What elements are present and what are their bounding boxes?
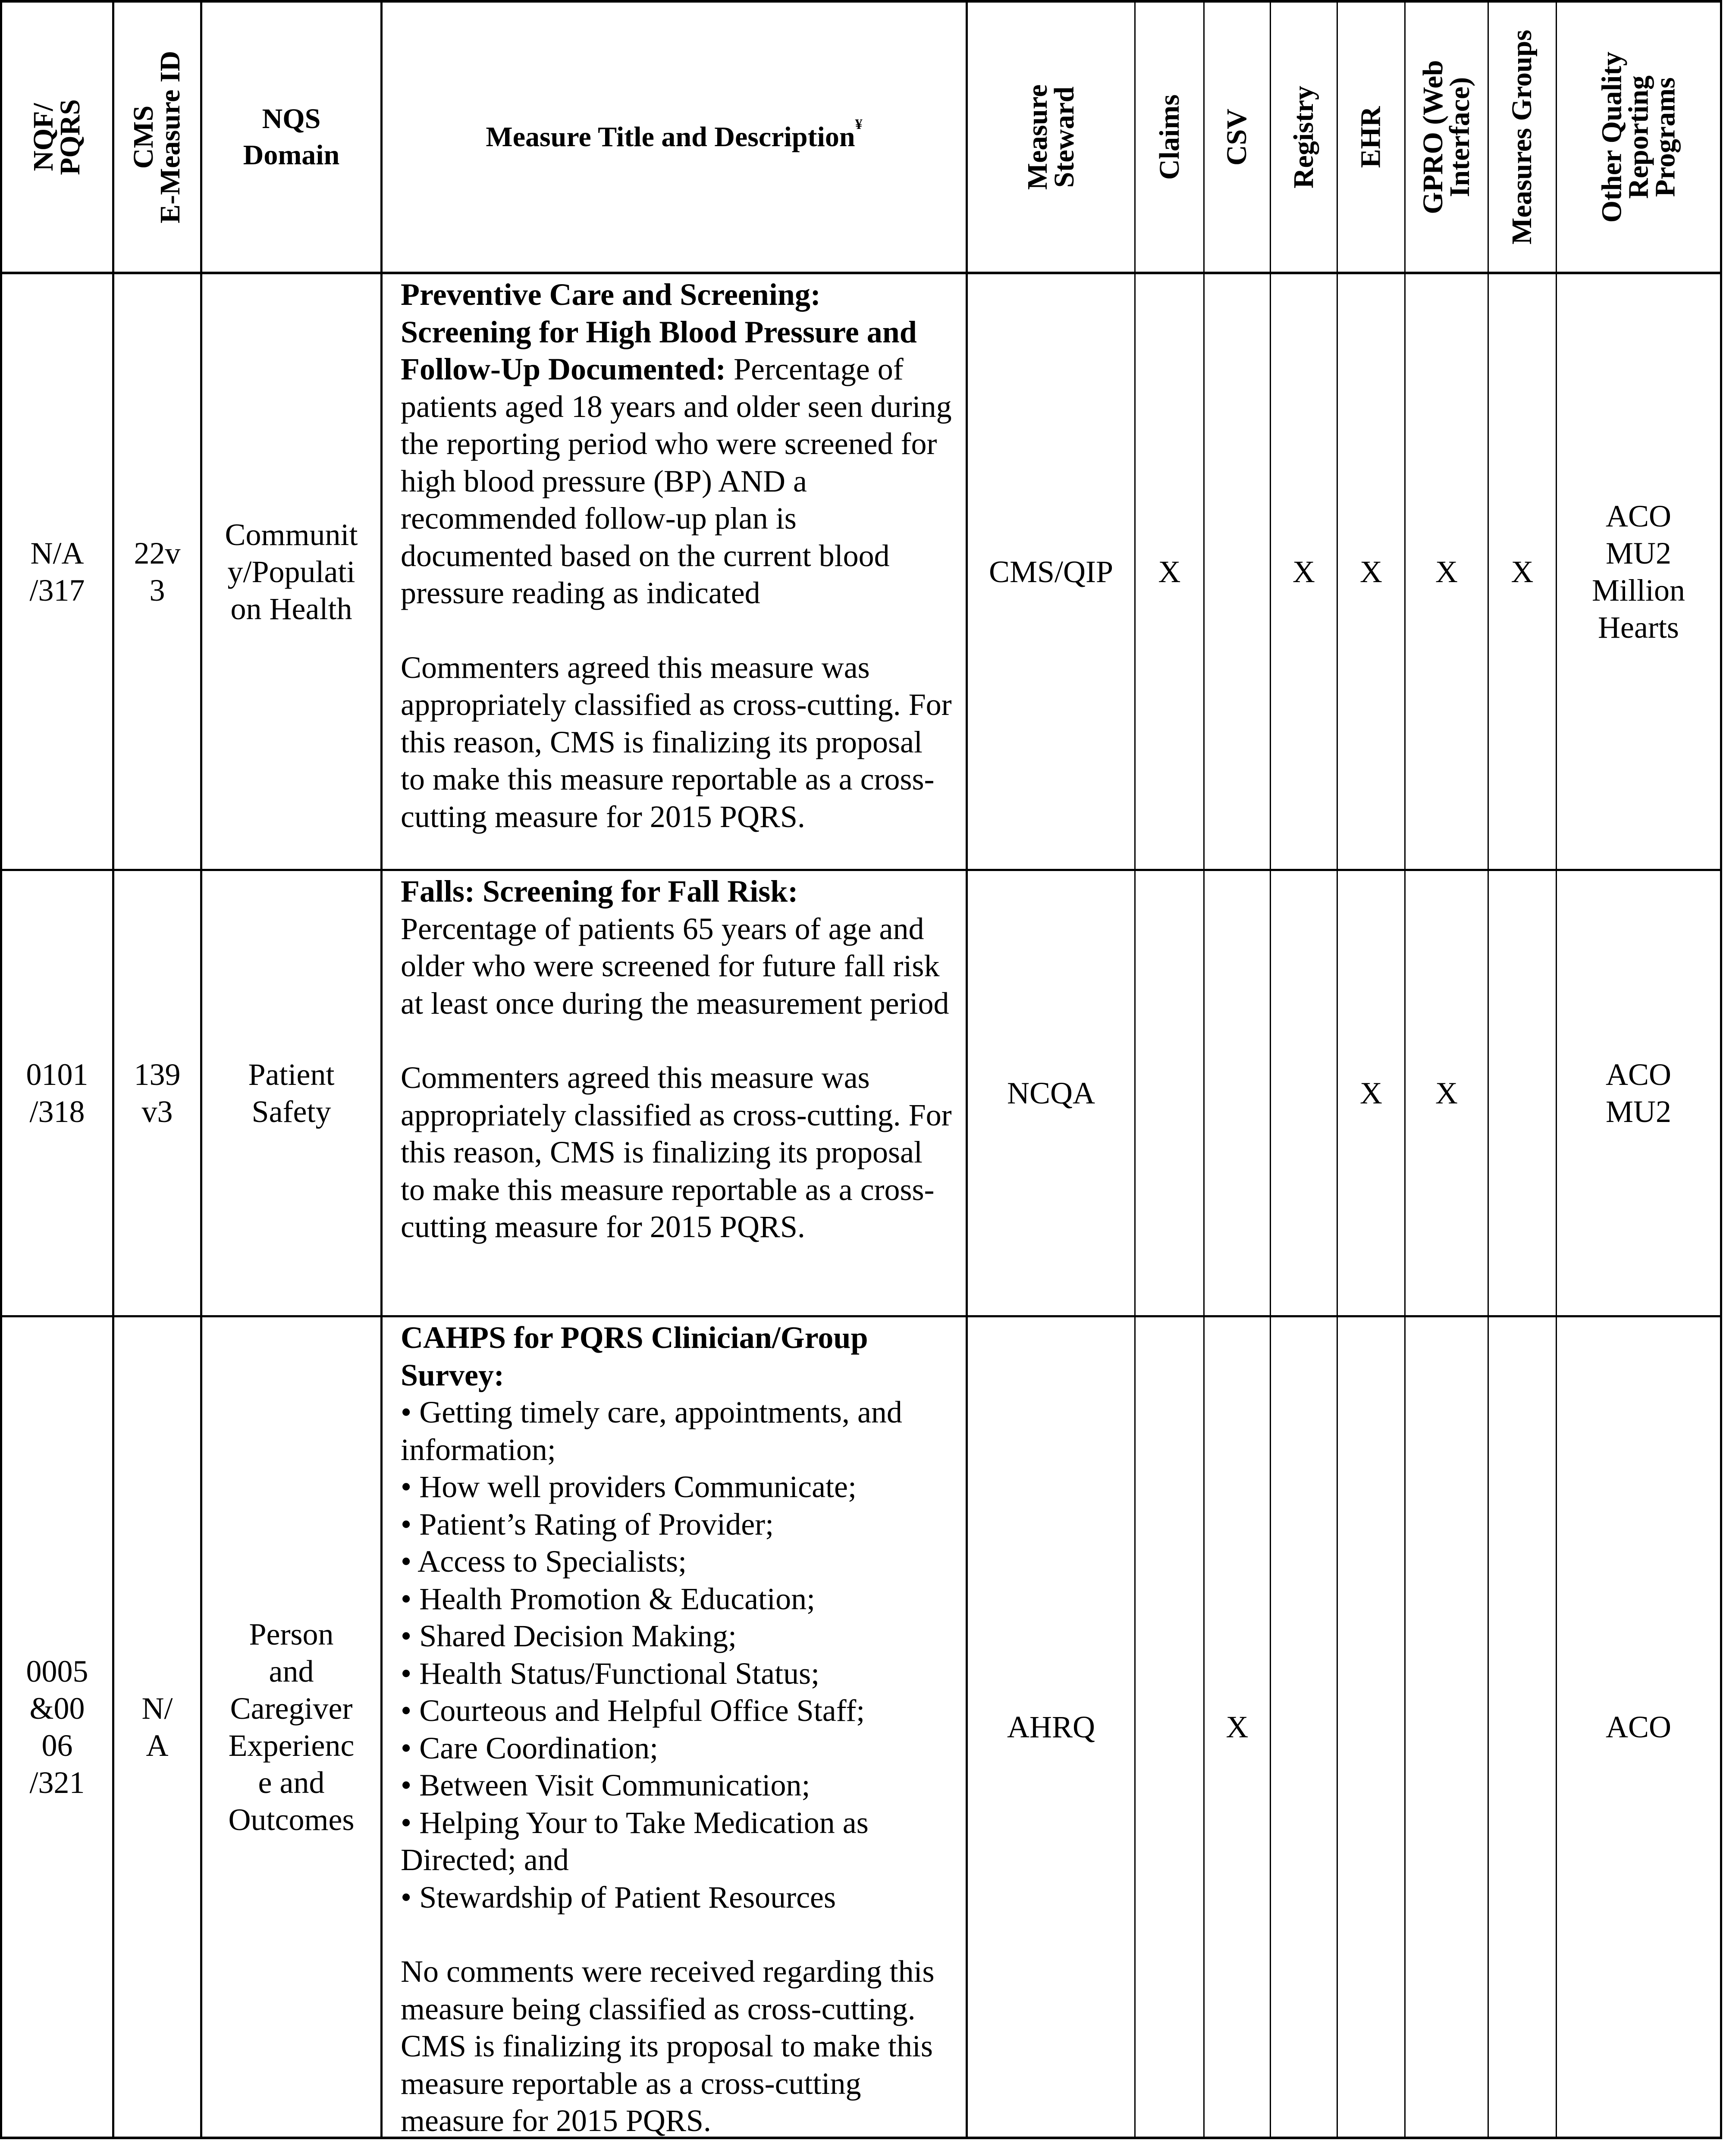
header-text: Measure bbox=[1022, 84, 1053, 190]
row3-csv bbox=[1205, 1317, 1270, 2137]
check-mark: X bbox=[1293, 554, 1315, 589]
header-text: Claims bbox=[1153, 94, 1185, 180]
measure-text bbox=[401, 276, 954, 612]
cell-text: N/ bbox=[141, 1691, 173, 1726]
cell-text: 0101 bbox=[26, 1057, 88, 1092]
bullet-item: • Health Promotion & Education; bbox=[401, 1581, 816, 1616]
row2-nqs-domain bbox=[202, 871, 380, 1315]
header-text: NQF/ bbox=[28, 103, 60, 171]
bullet-item: • Courteous and Helpful Office Staff; bbox=[401, 1693, 865, 1728]
measure-text bbox=[401, 873, 954, 1022]
row2-ehr bbox=[1338, 871, 1404, 1315]
bullet-item: • Stewardship of Patient Resources bbox=[401, 1880, 836, 1915]
header-text: EHR bbox=[1355, 106, 1387, 168]
bullet-item: • Patient’s Rating of Provider; bbox=[401, 1507, 774, 1542]
cell-text: /318 bbox=[29, 1094, 85, 1129]
row2-measure-description bbox=[383, 873, 966, 1315]
row1-claims bbox=[1136, 274, 1203, 869]
row2-steward bbox=[968, 871, 1134, 1315]
header-text: Reporting bbox=[1623, 75, 1654, 199]
row2-csv bbox=[1205, 871, 1270, 1315]
check-mark: X bbox=[1435, 1076, 1458, 1110]
row1-measures-groups bbox=[1489, 274, 1556, 869]
header-cms-emeasure-id bbox=[114, 3, 200, 272]
bullet-item: • Care Coordination; bbox=[401, 1730, 659, 1765]
row3-nqf-pqrs bbox=[2, 1317, 112, 2137]
cell-text: MU2 bbox=[1605, 536, 1671, 570]
row3-registry bbox=[1271, 1317, 1337, 2137]
measure-description-text: Percentage of patients 65 years of age and older who were screened for future fall risk at least once during the measurement period bbox=[401, 911, 949, 1021]
cell-text: N/A bbox=[30, 536, 84, 570]
cell-text: 06 bbox=[41, 1728, 73, 1763]
col-border-12 bbox=[1720, 0, 1722, 2139]
header-text: CSV bbox=[1221, 108, 1253, 166]
cell-text: MU2 bbox=[1605, 1094, 1671, 1129]
footnote-mark: ¥ bbox=[855, 116, 863, 132]
cell-text: y/Populati bbox=[227, 554, 355, 589]
row1-ehr bbox=[1338, 274, 1404, 869]
check-mark: X bbox=[1511, 554, 1534, 589]
cell-text: Patient bbox=[248, 1057, 335, 1092]
check-mark: X bbox=[1226, 1710, 1249, 1744]
row2-cms-id bbox=[114, 871, 200, 1315]
cell-text: 22v bbox=[134, 536, 181, 570]
cell-text: AHRQ bbox=[1007, 1710, 1095, 1744]
row3-measure-description bbox=[383, 1319, 966, 2137]
cell-text: Safety bbox=[251, 1094, 331, 1129]
row2-gpro bbox=[1406, 871, 1488, 1315]
bullet-item: • Helping Your to Take Medication as Directed; and bbox=[401, 1805, 869, 1877]
header-measure-title bbox=[383, 3, 966, 272]
cell-text: Million bbox=[1591, 573, 1685, 608]
cell-text: ACO bbox=[1605, 498, 1671, 533]
header-text: PQRS bbox=[54, 99, 86, 175]
header-text: CMS bbox=[128, 105, 160, 169]
row3-other-programs bbox=[1557, 1317, 1720, 2137]
row2-nqf-pqrs bbox=[2, 871, 112, 1315]
measure-title: Falls: Screening for Fall Risk: bbox=[401, 874, 798, 909]
header-text: NQS bbox=[262, 103, 321, 135]
row1-csv bbox=[1205, 274, 1270, 869]
measure-description-text: Percentage of patients aged 18 years and older seen during the reporting period who were screened for high blood pressure (BP) AND a recommended follow-up plan is documented based on the current blood pressure reading as indicated bbox=[401, 352, 952, 610]
bullet-item: • Getting timely care, appointments, and information; bbox=[401, 1395, 902, 1467]
measure-title: Preventive Care and Screening: Screening for High Blood Pressure and Follow-Up Documented: bbox=[401, 277, 917, 386]
cell-text: Experienc bbox=[228, 1728, 355, 1763]
measure-comment: Commenters agreed this measure was appropriately classified as cross-cutting. For this reason, CMS is finalizing its proposal to make this measure reportable as a cross-cutting measure for 2015 PQRS. bbox=[401, 650, 952, 834]
header-claims bbox=[1136, 3, 1203, 272]
row2-other-programs bbox=[1557, 871, 1720, 1315]
bullet-item: • Shared Decision Making; bbox=[401, 1619, 737, 1653]
header-gpro bbox=[1406, 3, 1488, 272]
header-measure-steward bbox=[968, 3, 1134, 272]
row2-measures-groups bbox=[1489, 871, 1556, 1315]
cell-text: /317 bbox=[29, 573, 85, 608]
header-ehr bbox=[1338, 3, 1404, 272]
cell-text: e and bbox=[258, 1765, 325, 1800]
header-csv bbox=[1205, 3, 1270, 272]
measure-comment: Commenters agreed this measure was appropriately classified as cross-cutting. For this reason, CMS is finalizing its proposal to make this measure reportable as a cross-cutting measure for 2015 PQRS. bbox=[401, 1060, 952, 1244]
bullet-item: • Between Visit Communication; bbox=[401, 1768, 810, 1802]
check-mark: X bbox=[1360, 1076, 1382, 1110]
header-other-programs bbox=[1557, 3, 1720, 272]
row1-registry bbox=[1271, 274, 1337, 869]
cell-text: A bbox=[146, 1728, 169, 1763]
cell-text: CMS/QIP bbox=[989, 554, 1114, 589]
cell-text: &00 bbox=[29, 1691, 85, 1726]
header-nqs-domain bbox=[202, 3, 380, 272]
row1-nqs-domain bbox=[202, 274, 380, 869]
header-text: Measures Groups bbox=[1506, 29, 1538, 245]
row3-claims bbox=[1136, 1317, 1203, 2137]
row2-claims bbox=[1136, 871, 1203, 1315]
bullet-item: • How well providers Communicate; bbox=[401, 1470, 857, 1504]
header-text: Interface) bbox=[1444, 77, 1475, 197]
header-text: Other Quality bbox=[1596, 51, 1627, 223]
row1-measure-description bbox=[383, 276, 966, 869]
row3-cms-id bbox=[114, 1317, 200, 2137]
header-text: Registry bbox=[1288, 85, 1320, 189]
header-registry bbox=[1271, 3, 1337, 272]
cell-text: 139 bbox=[134, 1057, 181, 1092]
bullet-item: • Health Status/Functional Status; bbox=[401, 1656, 820, 1691]
cell-text: ACO bbox=[1605, 1057, 1671, 1092]
header-text: GPRO (Web bbox=[1417, 60, 1449, 214]
check-mark: X bbox=[1158, 554, 1181, 589]
header-measures-groups bbox=[1489, 3, 1556, 272]
cell-text: Caregiver bbox=[230, 1691, 353, 1726]
cell-text: Outcomes bbox=[228, 1802, 355, 1837]
row1-steward bbox=[968, 274, 1134, 869]
cell-text: on Health bbox=[230, 591, 352, 626]
cell-text: Communit bbox=[225, 517, 358, 552]
row3-gpro bbox=[1406, 1317, 1488, 2137]
header-text: Steward bbox=[1048, 86, 1080, 188]
cell-text: Person bbox=[249, 1617, 334, 1651]
row3-nqs-domain bbox=[202, 1317, 380, 2137]
bullet-item: • Access to Specialists; bbox=[401, 1544, 687, 1579]
cell-text: NCQA bbox=[1007, 1076, 1095, 1110]
measure-comment: No comments were received regarding this measure being classified as cross-cutting. CMS is finalizing its proposal to make this measure reportable as a cross-cutting measure for 2015 PQRS. bbox=[401, 1954, 935, 2138]
row3-ehr bbox=[1338, 1317, 1404, 2137]
cell-text: 0005 bbox=[26, 1654, 88, 1689]
cell-text: Hearts bbox=[1598, 610, 1679, 645]
cell-text: and bbox=[269, 1654, 314, 1689]
row1-other-programs bbox=[1557, 274, 1720, 869]
header-text: Programs bbox=[1649, 77, 1681, 197]
cell-text: /321 bbox=[29, 1765, 85, 1800]
check-mark: X bbox=[1435, 554, 1458, 589]
measure-title: CAHPS for PQRS Clinician/Group Survey: bbox=[401, 1320, 868, 1392]
cell-text: v3 bbox=[141, 1094, 173, 1129]
row1-cms-id bbox=[114, 274, 200, 869]
row3-steward bbox=[968, 1317, 1134, 2137]
row1-gpro bbox=[1406, 274, 1488, 869]
header-text: E-Measure ID bbox=[154, 50, 186, 224]
header-nqf-pqrs bbox=[2, 3, 112, 272]
check-mark: X bbox=[1360, 554, 1382, 589]
header-text: Measure Title and Description bbox=[486, 121, 855, 153]
row2-registry bbox=[1271, 871, 1337, 1315]
header-text: Domain bbox=[243, 139, 340, 171]
cell-text: 3 bbox=[149, 573, 165, 608]
cell-text: ACO bbox=[1605, 1710, 1671, 1744]
row1-nqf-pqrs bbox=[2, 274, 112, 869]
row3-measures-groups bbox=[1489, 1317, 1556, 2137]
